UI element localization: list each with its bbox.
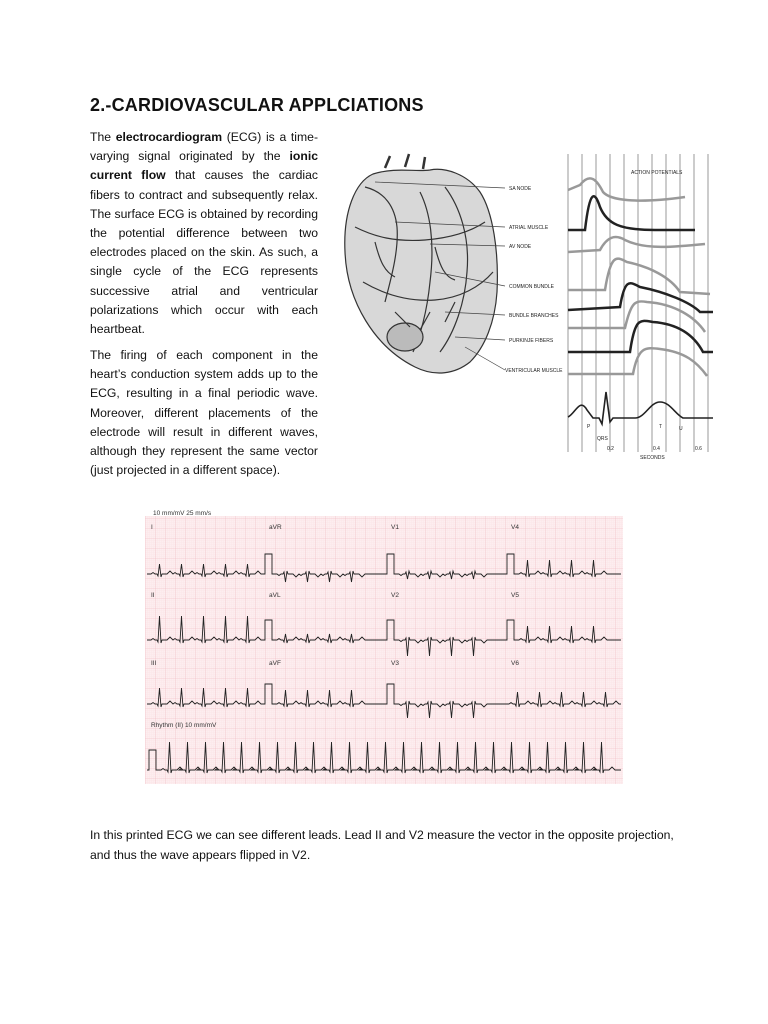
- action-potential-traces: [568, 178, 713, 376]
- ecg-grid: [145, 516, 623, 784]
- label-bundle-branches: BUNDLE BRANCHES: [509, 313, 559, 319]
- lead-label-v1: V1: [391, 524, 399, 531]
- label-purkinje-fibers: PURKINJE FIBERS: [509, 338, 554, 344]
- action-potentials-title: ACTION POTENTIALS: [631, 170, 683, 176]
- wave-label-t: T: [659, 424, 663, 430]
- lead-label-avl: aVL: [269, 592, 281, 599]
- lead-label-avr: aVR: [269, 524, 282, 531]
- wave-label-p: P: [587, 424, 591, 430]
- heart-action-potential-figure: [335, 152, 720, 464]
- conduction-paragraph: The firing of each component in the heart’s conduction system adds up to the ECG, resulting in a final periodic wave. Moreover, different placements of the electrode will result in different waves, although they represent the same vector (just projected in a different space).: [90, 348, 318, 478]
- wave-label-qrs: QRS: [597, 436, 608, 442]
- ecg-12-lead-printout: [145, 508, 625, 786]
- text-run: that causes the cardiac fibers to contract and subsequently relax. The surface ECG is obtained by recording the potential difference between two electrodes placed on the skin. As such, a single cycle of the ECG represents successive atrial and ventricular polarizations which occur with each heartbeat.: [90, 168, 318, 337]
- intro-paragraph: [90, 128, 318, 339]
- ecg-scale-label: 10 mm/mV 25 mm/s: [153, 510, 212, 517]
- label-av-node: AV NODE: [509, 244, 532, 250]
- lead-label-iii: III: [151, 660, 157, 667]
- axis-tick-0.6: 0.6: [695, 446, 702, 452]
- lead-label-avf: aVF: [269, 660, 281, 667]
- ecg-caption: In this printed ECG we can see different leads. Lead II and V2 measure the vector in the opposite projection, and thus the wave appears flipped in V2.: [90, 828, 674, 862]
- lead-label-v6: V6: [511, 660, 519, 667]
- wave-label-u: U: [679, 426, 683, 432]
- lead-label-i: I: [151, 524, 153, 531]
- surface-ecg-trace: [568, 392, 713, 424]
- axis-tick-0.4: 0.4: [653, 446, 660, 452]
- label-sa-node: SA NODE: [509, 186, 532, 192]
- lead-label-v5: V5: [511, 592, 519, 599]
- label-ventricular-muscle: VENTRICULAR MUSCLE: [505, 368, 563, 374]
- lead-label-v3: V3: [391, 660, 399, 667]
- axis-unit: SECONDS: [640, 455, 665, 461]
- text-run: (ECG) is a time-varying signal originated by the: [90, 130, 319, 164]
- lead-label-ii: II: [151, 592, 155, 599]
- axis-tick-0.2: 0.2: [607, 446, 614, 452]
- bold-term-ionic-current: ionic current flow: [90, 149, 318, 183]
- label-common-bundle: COMMON BUNDLE: [509, 284, 555, 290]
- bold-term-ecg: electrocardiogram: [115, 130, 223, 144]
- rhythm-label: Rhythm (II) 10 mm/mV: [151, 722, 217, 729]
- lead-label-v4: V4: [511, 524, 519, 531]
- label-atrial-muscle: ATRIAL MUSCLE: [509, 225, 549, 231]
- text-run: The: [90, 130, 116, 144]
- lead-label-v2: V2: [391, 592, 399, 599]
- section-heading: 2.-CARDIOVASCULAR APPLCIATIONS: [90, 95, 424, 115]
